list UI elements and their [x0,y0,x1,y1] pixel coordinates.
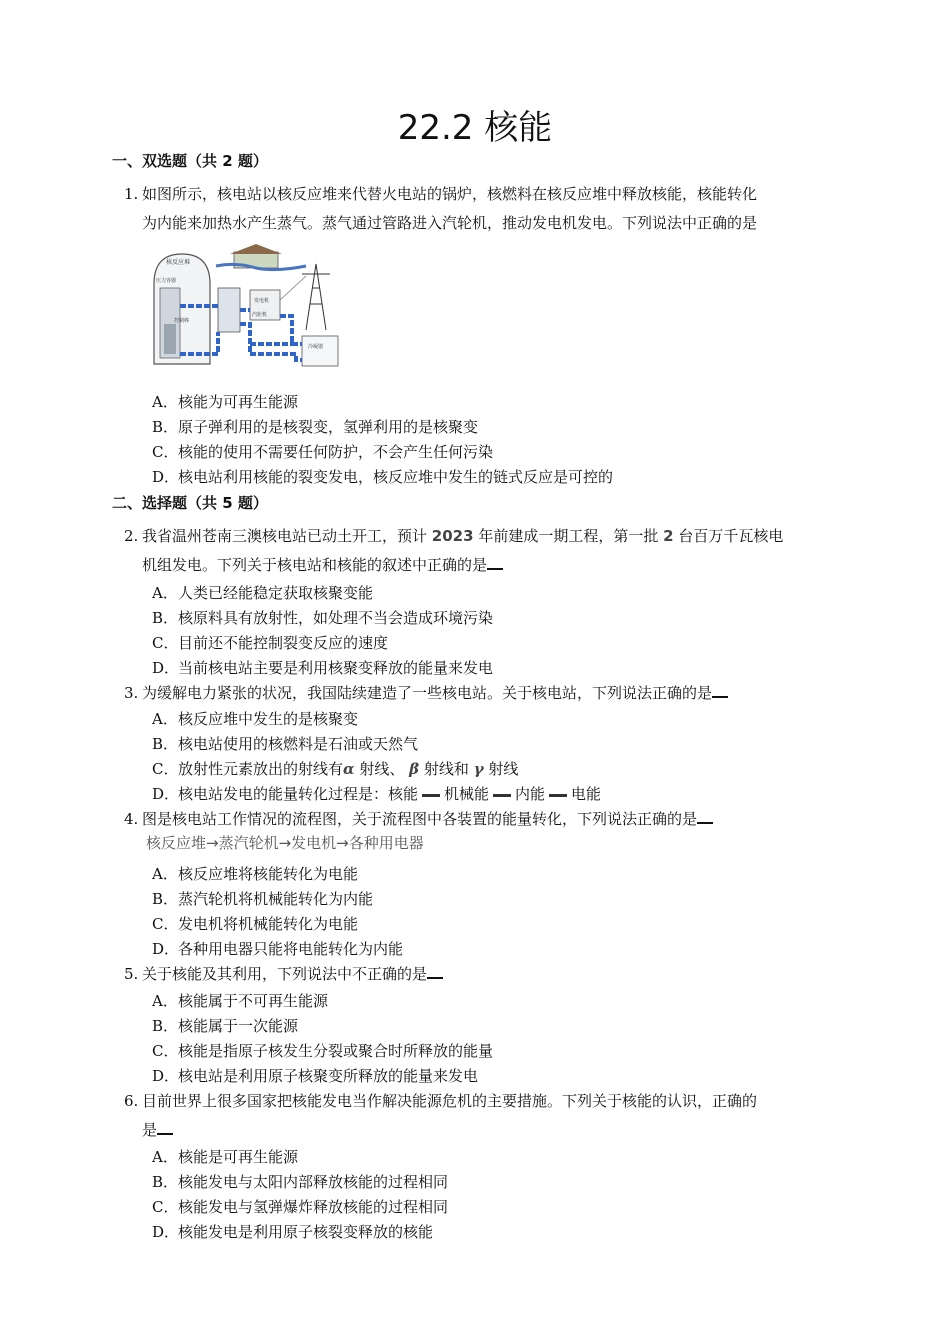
option-5d[interactable] [152,1064,478,1089]
text-fragment: 核能属于一次能源 [178,1017,299,1035]
option-letter: C． [152,1198,179,1216]
text-fragment: 机械能 [444,785,490,803]
option-2c[interactable] [152,631,388,656]
answer-blank [487,556,503,570]
option-letter: B． [152,609,179,627]
text-fragment: 蒸汽轮机将机械能转化为内能 [178,890,374,908]
option-2b[interactable] [152,606,493,631]
text-fragment: 6. [124,1092,139,1110]
text-fragment: 5. [124,965,139,983]
text-fragment: 核能属于不可再生能源 [178,992,329,1010]
question-6 [124,1087,840,1145]
text-fragment: 关于核能及其利用，下列说法中不正确的是 [142,965,428,983]
text-fragment: 目前世界上很多国家把核能发电当作解决能源危机的主要措施。下列关于核能的认识，正确的 [142,1092,758,1110]
diagram-label-generator: 发电机 [254,298,270,304]
question-number: 1. [124,185,139,203]
option-2d[interactable] [152,656,493,681]
text-fragment: 核能的使用不需要任何防护，不会产生任何污染 [178,443,494,461]
option-letter: D． [152,659,180,677]
dash-icon [549,794,567,797]
diagram-label-condenser: 冷凝器 [308,344,324,350]
text-fragment: 3. [124,684,139,702]
option-5b[interactable] [152,1014,298,1039]
text-fragment: 核能发电与氢弹爆炸释放核能的过程相同 [178,1198,449,1216]
option-letter: A． [152,584,178,602]
text-fragment: 台百万千瓦核电 [678,527,784,545]
option-6c[interactable] [152,1195,448,1220]
option-letter: B． [152,418,179,436]
option-letter: A． [152,865,178,883]
dash-icon [493,794,511,797]
question-1 [124,180,840,238]
text-fragment: 核能是可再生能源 [178,1148,299,1166]
option-3c[interactable] [152,757,518,782]
text-fragment: 各种用电器只能将电能转化为内能 [178,940,404,958]
text-fragment [124,551,840,580]
option-2a[interactable] [152,581,373,606]
option-1d[interactable] [152,465,613,490]
question-stem-cont: 为内能来加热水产生蒸气。蒸气通过管路进入汽轮机，推动发电机发电。下列说法中正确的是 [142,214,758,232]
text-fragment: 核反应堆将核能转化为电能 [178,865,359,883]
flow-diagram-text: 核反应堆→蒸汽轮机→发电机→各种用电器 [146,834,424,852]
text-fragment: 人类已经能稳定获取核聚变能 [178,584,374,602]
text-fragment: 为缓解电力紧张的状况，我国陆续建造了一些核电站。关于核电站，下列说法正确的是 [142,684,713,702]
option-letter: C． [152,443,179,461]
text-fragment: 核能是指原子核发生分裂或聚合时所释放的能量 [178,1042,494,1060]
alpha-symbol: α [343,760,355,778]
option-letter: A． [152,710,178,728]
text-fragment: 目前还不能控制裂变反应的速度 [178,634,389,652]
text-fragment: 年前建成一期工程，第一批 [478,527,659,545]
text-fragment: 我省温州苍南三澳核电站已动土开工，预计 [142,527,428,545]
option-letter: C． [152,1042,179,1060]
gamma-symbol: γ [473,760,484,778]
option-letter: A． [152,1148,178,1166]
option-4d[interactable] [152,937,403,962]
option-letter: D． [152,1067,180,1085]
option-1c[interactable] [152,440,493,465]
text-fragment: 核电站发电的能量转化过程是：核能 [178,785,419,803]
text-fragment: 核能发电是利用原子核裂变释放的核能 [178,1223,434,1241]
text-fragment: 机组发电。下列关于核电站和核能的叙述中正确的是 [142,556,488,574]
option-letter: A． [152,393,178,411]
question-3 [124,679,840,708]
text-fragment: 当前核电站主要是利用核聚变释放的能量来发电 [178,659,494,677]
text-fragment: 4. [124,810,139,828]
text-fragment: 发电机将机械能转化为电能 [178,915,359,933]
option-letter: A． [152,992,178,1010]
text-fragment: 核电站利用核能的裂变发电，核反应堆中发生的链式反应是可控的 [178,468,614,486]
option-3a[interactable] [152,707,358,732]
option-1a[interactable] [152,390,298,415]
text-fragment: 原子弹利用的是核裂变，氢弹利用的是核聚变 [178,418,479,436]
option-letter: C． [152,915,179,933]
question-2 [124,522,840,580]
answer-blank [697,810,713,824]
math-year: 2023 [431,527,474,545]
diagram-label-turbine: 汽轮机 [252,312,268,318]
text-fragment: 放射性元素放出的射线有 [178,760,344,778]
option-letter: C． [152,634,179,652]
text-fragment: 是 [142,1121,158,1139]
diagram-label-reactor: 核反应堆 [166,259,191,266]
text-fragment: 核电站是利用原子核聚变所释放的能量来发电 [178,1067,479,1085]
option-letter: C． [152,760,179,778]
text-fragment: 2. [124,527,139,545]
answer-blank [157,1121,173,1135]
option-letter: D． [152,1223,180,1241]
question-4 [124,805,840,834]
math-count: 2 [663,527,674,545]
question-stem: 如图所示，核电站以核反应堆来代替火电站的锅炉，核燃料在核反应堆中释放核能，核能转化 [142,185,758,203]
text-fragment: 核电站使用的核燃料是石油或天然气 [178,735,419,753]
diagram-label-pressure: 压力容器 [156,278,177,284]
option-4b[interactable] [152,887,373,912]
option-6a[interactable] [152,1145,298,1170]
option-6d[interactable] [152,1220,433,1245]
option-3b[interactable] [152,732,418,757]
text-fragment: 核反应堆中发生的是核聚变 [178,710,359,728]
option-letter: D． [152,785,180,803]
answer-blank [427,965,443,979]
option-6b[interactable] [152,1170,448,1195]
option-4c[interactable] [152,912,358,937]
answer-blank [712,684,728,698]
text-fragment: 射线、 [359,760,405,778]
option-letter: B． [152,1017,179,1035]
section-heading-double-choice: 一、双选题（共 2 题） [112,152,268,170]
diagram-label-rods: 控制棒 [174,318,190,324]
text-fragment: 图是核电站工作情况的流程图，关于流程图中各装置的能量转化，下列说法正确的是 [142,810,698,828]
text-fragment: 射线和 [423,760,469,778]
text-fragment: 核能发电与太阳内部释放核能的过程相同 [178,1173,449,1191]
text-fragment: 电能 [571,785,602,803]
text-fragment [124,1116,840,1145]
option-letter: B． [152,735,179,753]
text-fragment: 内能 [515,785,546,803]
section-heading-choice: 二、选择题（共 5 题） [112,494,268,512]
nuclear-plant-diagram [146,244,346,376]
option-letter: B． [152,1173,179,1191]
option-5a[interactable] [152,989,328,1014]
dash-icon [422,794,440,797]
text-fragment: 核原料具有放射性，如处理不当会造成环境污染 [178,609,494,627]
option-3d[interactable] [152,782,601,807]
question-5 [124,960,840,989]
option-letter: B． [152,890,179,908]
option-1b[interactable] [152,415,478,440]
option-letter: D． [152,468,180,486]
option-5c[interactable] [152,1039,493,1064]
text-fragment: 核能为可再生能源 [178,393,299,411]
option-4a[interactable] [152,862,358,887]
page-title: 22.2 核能 [397,108,553,148]
beta-symbol: β [409,760,420,778]
text-fragment: 射线 [488,760,519,778]
option-letter: D． [152,940,180,958]
